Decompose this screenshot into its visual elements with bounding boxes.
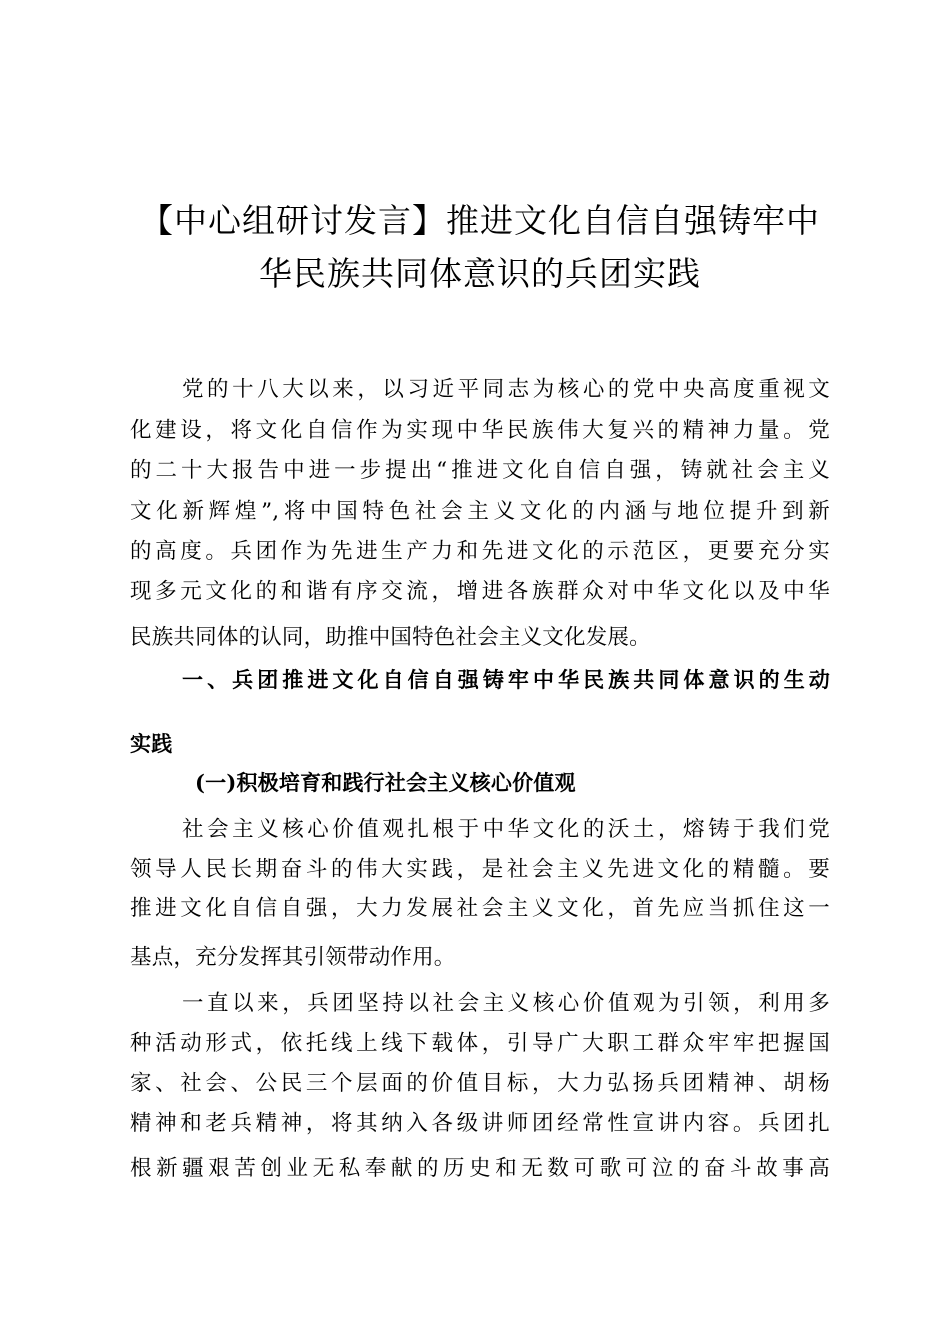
body-line: 化建设，将文化自信作为实现中华民族伟大复兴的精神力量。党 [130, 418, 830, 443]
body-line: 的高度。兵团作为先进生产力和先进文化的示范区，更要充分实 [130, 539, 830, 564]
subsection-heading: (一)积极培育和践行社会主义核心价值观 [195, 770, 576, 795]
section-heading: 实践 [130, 732, 173, 756]
body-line: 精神和老兵精神，将其纳入各级讲师团经常性宣讲内容。兵团扎 [130, 1111, 830, 1136]
body-line: 领导人民长期奋斗的伟大实践，是社会主义先进文化的精髓。要 [130, 857, 830, 882]
section-heading: 一、兵团推进文化自信自强铸牢中华民族共同体意识的生动 [182, 668, 830, 692]
title-line: 【中心组研讨发言】推进文化自信自强铸牢中 [140, 201, 820, 240]
body-line: 根新疆艰苦创业无私奉献的历史和无数可歌可泣的奋斗故事高 [130, 1156, 830, 1181]
body-line: 推进文化自信自强，大力发展社会主义文化，首先应当抓住这一 [130, 896, 830, 921]
body-line: 民族共同体的认同，助推中国特色社会主义文化发展。 [130, 625, 651, 650]
body-line: 基点，充分发挥其引领带动作用。 [130, 945, 456, 970]
body-line: 的二十大报告中进一步提出“推进文化自信自强，铸就社会主义 [130, 458, 830, 483]
body-line: 现多元文化的和谐有序交流，增进各族群众对中华文化以及中华 [130, 579, 830, 604]
body-line: 家、社会、公民三个层面的价值目标，大力弘扬兵团精神、胡杨 [130, 1071, 830, 1096]
body-line: 党的十八大以来，以习近平同志为核心的党中央高度重视文 [182, 377, 830, 402]
body-line: 一直以来，兵团坚持以社会主义核心价值观为引领，利用多 [182, 991, 830, 1016]
body-line: 文化新辉煌”,将中国特色社会主义文化的内涵与地位提升到新 [130, 499, 830, 524]
body-line: 社会主义核心价值观扎根于中华文化的沃土，熔铸于我们党 [182, 817, 830, 842]
document-title [100, 194, 860, 300]
title-line: 华民族共同体意识的兵团实践 [259, 254, 701, 293]
body-line: 种活动形式，依托线上线下载体，引导广大职工群众牢牢把握国 [130, 1031, 830, 1056]
